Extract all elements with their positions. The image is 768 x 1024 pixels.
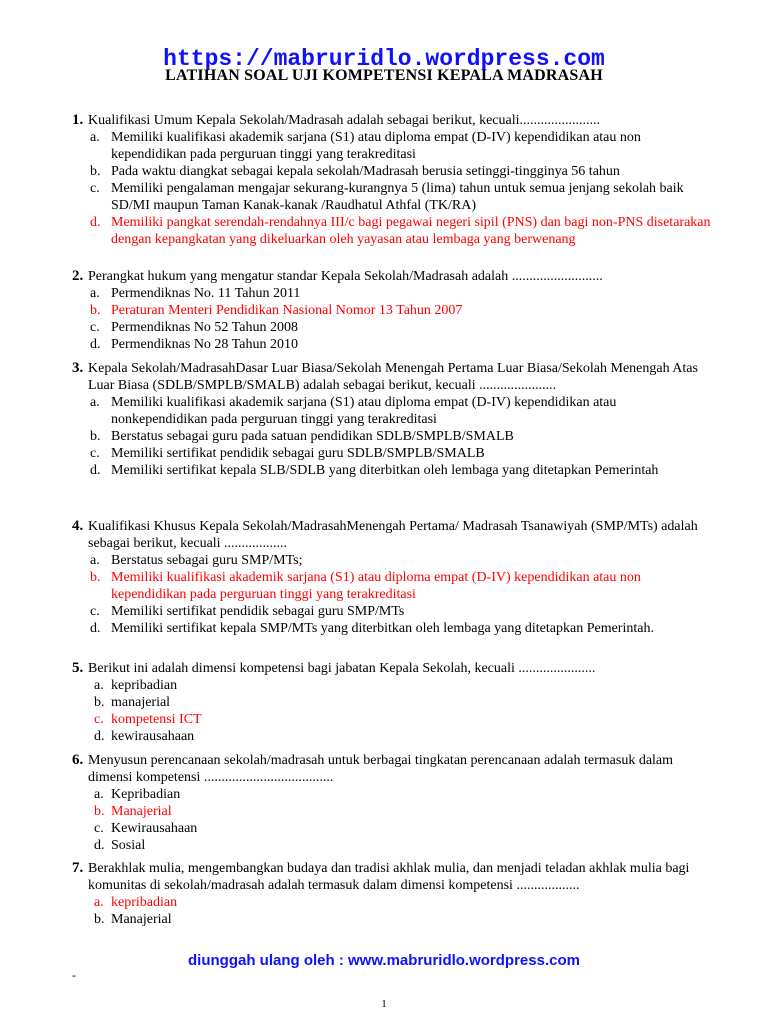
option-text: Berstatus sebagai guru SMP/MTs; <box>111 553 303 568</box>
question-stem <box>72 660 712 677</box>
option-b <box>72 428 712 445</box>
option-text: Memiliki sertifikat pendidik sebagai guru SMP/MTs <box>111 604 405 619</box>
question-3 <box>72 360 712 479</box>
question-text: Kepala Sekolah/MadrasahDasar Luar Biasa/Sekolah Menengah Pertama Luar Biasa/Sekolah Menengah Atas Luar Biasa (SDLB/SMPLB/SMALB) adalah sebagai berikut, kecuali ...................... <box>88 361 698 393</box>
option-letter: a. <box>94 895 104 910</box>
question-number: 2. <box>72 268 84 284</box>
option-letter: c. <box>90 446 100 461</box>
option-d <box>72 728 712 745</box>
question-text: Berakhlak mulia, mengembangkan budaya dan tradisi akhlak mulia, dan menjadi teladan akhlak mulia bagi komunitas di sekolah/madrasah adalah termasuk dalam dimensi kompetensi .................. <box>88 861 690 893</box>
question-number: 6. <box>72 752 84 768</box>
option-letter: c. <box>90 181 100 196</box>
option-text: kewirausahaan <box>111 729 195 744</box>
question-5 <box>72 660 712 745</box>
question-stem <box>72 860 712 894</box>
option-letter: d. <box>90 337 101 352</box>
option-letter: c. <box>90 604 100 619</box>
question-number: 4. <box>72 518 84 534</box>
option-text: Memiliki sertifikat kepala SLB/SDLB yang diterbitkan oleh lembaga yang ditetapkan Pemerintah <box>111 463 659 478</box>
question-text: Berikut ini adalah dimensi kompetensi bagi jabatan Kepala Sekolah, kecuali ...................... <box>88 661 596 676</box>
option-letter: a. <box>90 130 100 145</box>
option-c <box>72 180 712 214</box>
question-2 <box>72 268 712 353</box>
option-letter: c. <box>94 821 104 836</box>
question-number: 5. <box>72 660 84 676</box>
option-letter: a. <box>90 286 100 301</box>
question-text: Menyusun perencanaan sekolah/madrasah untuk berbagai tingkatan perencanaan adalah termasuk dalam dimensi kompetensi ..................................... <box>88 753 674 785</box>
option-letter: d. <box>94 838 105 853</box>
option-letter: a. <box>90 395 100 410</box>
option-b-correct <box>72 569 712 603</box>
option-c <box>72 603 712 620</box>
question-7 <box>72 860 712 928</box>
option-text: manajerial <box>111 695 171 710</box>
option-a <box>72 786 712 803</box>
option-d-correct <box>72 214 712 248</box>
option-text: Memiliki sertifikat kepala SMP/MTs yang diterbitkan oleh lembaga yang ditetapkan Pemerintah. <box>111 621 654 636</box>
option-d <box>72 620 712 637</box>
question-number: 3. <box>72 360 84 376</box>
option-text: Kepribadian <box>111 787 181 802</box>
option-letter: b. <box>90 303 101 318</box>
option-text: Permendiknas No 28 Tahun 2010 <box>111 337 298 352</box>
option-text: Permendiknas No. 11 Tahun 2011 <box>111 286 301 301</box>
option-text: Sosial <box>111 838 146 853</box>
page-number: 1 <box>381 998 387 1010</box>
option-letter: a. <box>94 787 104 802</box>
option-letter: d. <box>94 729 105 744</box>
option-letter: a. <box>90 553 100 568</box>
option-text: Memiliki pangkat serendah-rendahnya III/c bagi pegawai negeri sipil (PNS) dan bagi non-PNS disetarakan dengan kepangkatan yang dikeluarkan oleh yayasan atau lembaga yang berwenang <box>111 215 711 247</box>
option-a <box>72 394 712 428</box>
option-text: kepribadian <box>111 895 178 910</box>
option-b <box>72 911 712 928</box>
option-letter: b. <box>94 912 105 927</box>
question-stem <box>72 112 712 129</box>
question-text: Kualifikasi Khusus Kepala Sekolah/MadrasahMenengah Pertama/ Madrasah Tsanawiyah (SMP/MTs) adalah sebagai berikut, kecuali .................. <box>88 519 698 551</box>
option-a-correct <box>72 894 712 911</box>
option-text: Manajerial <box>111 804 172 819</box>
question-stem <box>72 360 712 394</box>
option-text: Pada waktu diangkat sebagai kepala sekolah/Madrasah berusia setinggi-tingginya 56 tahun <box>111 164 620 179</box>
option-text: Kewirausahaan <box>111 821 198 836</box>
option-letter: b. <box>94 695 105 710</box>
option-c <box>72 319 712 336</box>
option-text: Berstatus sebagai guru pada satuan pendidikan SDLB/SMPLB/SMALB <box>111 429 514 444</box>
option-letter: c. <box>90 320 100 335</box>
option-c <box>72 820 712 837</box>
option-letter: c. <box>94 712 104 727</box>
option-d <box>72 336 712 353</box>
option-letter: d. <box>90 215 101 230</box>
option-letter: d. <box>90 463 101 478</box>
question-number: 1. <box>72 112 84 128</box>
option-a <box>72 129 712 163</box>
option-c <box>72 445 712 462</box>
question-number: 7. <box>72 860 84 876</box>
option-letter: a. <box>94 678 104 693</box>
option-letter: b. <box>90 429 101 444</box>
option-b-correct <box>72 803 712 820</box>
watermark-top: https://mabruridlo.wordpress.com <box>163 46 605 72</box>
page-title: LATIHAN SOAL UJI KOMPETENSI KEPALA MADRASAH <box>165 67 603 84</box>
option-text: Peraturan Menteri Pendidikan Nasional Nomor 13 Tahun 2007 <box>111 303 463 318</box>
option-text: Memiliki kualifikasi akademik sarjana (S1) atau diploma empat (D-IV) kependidikan atau non kependidikan pada perguruan tinggi yang terakreditasi <box>111 130 641 162</box>
question-4 <box>72 518 712 637</box>
question-stem <box>72 752 712 786</box>
option-a <box>72 285 712 302</box>
option-text: Memiliki sertifikat pendidik sebagai guru SDLB/SMPLB/SMALB <box>111 446 485 461</box>
option-text: Memiliki kualifikasi akademik sarjana (S1) atau diploma empat (D-IV) kependidikan atau non kependidikan pada perguruan tinggi yang terakreditasi <box>111 570 641 602</box>
option-text: Manajerial <box>111 912 172 927</box>
option-text: Memiliki kualifikasi akademik sarjana (S1) atau diploma empat (D-IV) kependidikan atau nonkependidikan pada perguruan tinggi yang terakreditasi <box>111 395 617 427</box>
question-text: Kualifikasi Umum Kepala Sekolah/Madrasah adalah sebagai berikut, kecuali....................... <box>88 113 601 128</box>
question-text: Perangkat hukum yang mengatur standar Kepala Sekolah/Madrasah adalah .......................... <box>88 269 603 284</box>
option-text: Permendiknas No 52 Tahun 2008 <box>111 320 298 335</box>
question-stem <box>72 518 712 552</box>
option-a <box>72 677 712 694</box>
option-text: Memiliki pengalaman mengajar sekurang-kurangnya 5 (lima) tahun untuk semua jenjang sekolah baik SD/MI maupun Taman Kanak-kanak /Raudhatul Athfal (TK/RA) <box>111 181 684 213</box>
option-d <box>72 837 712 854</box>
option-letter: d. <box>90 621 101 636</box>
question-1 <box>72 112 712 248</box>
option-text: kompetensi ICT <box>111 712 202 727</box>
option-d <box>72 462 712 479</box>
question-6 <box>72 752 712 854</box>
option-text: kepribadian <box>111 678 178 693</box>
option-b-correct <box>72 302 712 319</box>
option-c-correct <box>72 711 712 728</box>
option-letter: b. <box>90 164 101 179</box>
watermark-bottom: diunggah ulang oleh : www.mabruridlo.wordpress.com <box>188 952 580 969</box>
option-letter: b. <box>90 570 101 585</box>
option-letter: b. <box>94 804 105 819</box>
option-b <box>72 694 712 711</box>
footer-dash: - <box>72 968 76 982</box>
option-a <box>72 552 712 569</box>
question-stem <box>72 268 712 285</box>
option-b <box>72 163 712 180</box>
